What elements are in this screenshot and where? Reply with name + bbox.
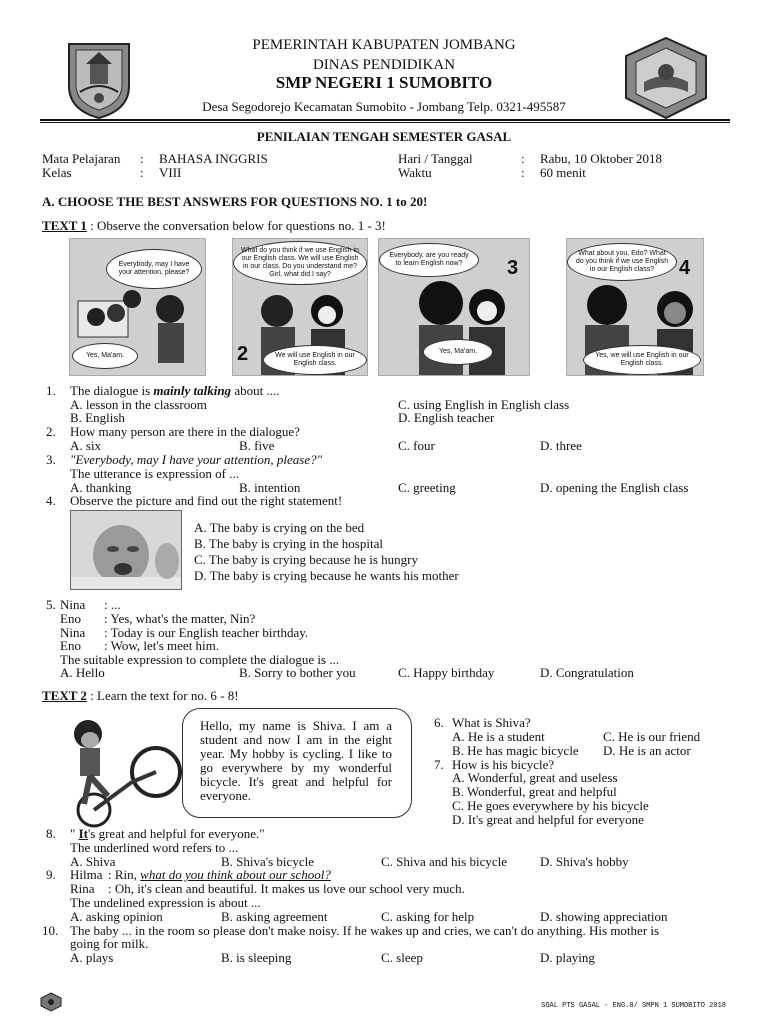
speech-bubble-1: Everybody, may I have your attention, please?	[106, 249, 202, 289]
crying-baby-photo	[70, 510, 182, 590]
speech-bubble-1-reply: Yes, Ma'am.	[72, 343, 138, 369]
q4-number: 4.	[46, 493, 56, 508]
q3-number: 3.	[46, 452, 56, 467]
speech-bubble-4-reply: Yes, we will use English in our English class.	[583, 345, 701, 375]
q9-underlined-expression: what do you think about our school?	[140, 867, 331, 882]
text2-label: TEXT 2	[42, 688, 87, 703]
q7-option-d: D. It's great and helpful for everyone	[452, 812, 644, 827]
q5-option-d: D. Congratulation	[540, 665, 634, 680]
speech-bubble-3-reply: Yes, Ma'am.	[423, 339, 493, 365]
q9-line-1-text: : Rin,	[108, 867, 141, 882]
text1-label: TEXT 1	[42, 218, 87, 233]
q3-quote: "Everybody, may I have your attention, please?"	[70, 452, 323, 467]
header-divider	[40, 119, 730, 121]
day-label: Hari / Tanggal	[398, 151, 473, 166]
panel-number-4: 4	[679, 257, 691, 279]
q6-option-a: A. He is a student	[452, 729, 545, 744]
q1-stem-post: about ....	[231, 383, 280, 398]
q8-stem: The underlined word refers to ...	[70, 840, 239, 855]
class-value: VIII	[159, 165, 182, 180]
q9-stem: The undelined expression is about ...	[70, 895, 261, 910]
text1-instruction	[42, 219, 386, 233]
q5-stem: The suitable expression to complete the dialogue is ...	[60, 652, 340, 667]
q2-option-a: A. six	[70, 438, 102, 453]
q7-option-b: B. Wonderful, great and helpful	[452, 784, 617, 799]
q5-number: 5.	[46, 597, 56, 612]
q1-emphasis: mainly talking	[153, 383, 232, 398]
q8-underlined-word: It	[78, 826, 88, 841]
q9-line-2: : Oh, it's clean and beautiful. It makes us love our school very much.	[108, 881, 465, 896]
q4-option-a: A. The baby is crying on the bed	[194, 520, 365, 535]
panel-number-3: 3	[507, 257, 519, 279]
speech-bubble-2: What do you think if we use English in our English class. We will use English in our class. Do you understand me? Girl, what did I say?	[233, 241, 367, 285]
q9-number: 9.	[46, 867, 56, 882]
q10-option-d: D. playing	[540, 950, 595, 965]
comic-panel-4	[566, 238, 704, 376]
footer-logo	[40, 992, 62, 1012]
q5-option-b: B. Sorry to bother you	[239, 665, 356, 680]
q5-line-3: : Today is our English teacher birthday.	[104, 625, 309, 640]
q9-option-a: A. asking opinion	[70, 909, 163, 924]
q5-speaker-1: Nina	[60, 597, 86, 612]
q1-number: 1.	[46, 383, 56, 398]
school-name: SMP NEGERI 1 SUMOBITO	[275, 73, 493, 92]
time-label: Waktu	[398, 165, 432, 180]
q5-line-4: : Wow, let's meet him.	[104, 638, 220, 653]
q7-number: 7.	[434, 757, 444, 772]
q6-option-b: B. He has magic bicycle	[452, 743, 579, 758]
q1-stem-pre: The dialogue is	[70, 383, 154, 398]
q3-stem: The utterance is expression of ...	[70, 466, 239, 481]
q2-option-b: B. five	[239, 438, 275, 453]
q8-option-b: B. Shiva's bicycle	[221, 854, 314, 869]
text1-instruction-text: : Observe the conversation below for questions no. 1 - 3!	[86, 218, 386, 233]
exam-title: PENILAIAN TENGAH SEMESTER GASAL	[256, 129, 512, 144]
footer-text: SOAL PTS GASAL - ENG.8/ SMPN 1 SUMOBITO 2018	[541, 1002, 726, 1010]
q8-quote-open: "	[70, 826, 79, 841]
q6-stem: What is Shiva?	[452, 715, 531, 730]
speech-bubble-2-reply: We will use English in our English class.	[263, 345, 367, 375]
comic-panel-3	[378, 238, 530, 376]
colon: :	[521, 151, 525, 166]
q4-option-d: D. The baby is crying because he wants his mother	[194, 568, 459, 583]
q10-number: 10.	[42, 923, 59, 938]
q9-option-b: B. asking agreement	[221, 909, 328, 924]
q5-option-c: C. Happy birthday	[398, 665, 495, 680]
q4-option-b: B. The baby is crying in the hospital	[194, 536, 383, 551]
q9-speaker-2: Rina	[70, 881, 95, 896]
q1-option-c: C. using English in English class	[398, 397, 570, 412]
q8-option-d: D. Shiva's hobby	[540, 854, 629, 869]
government-line: PEMERINTAH KABUPATEN JOMBANG	[252, 37, 516, 53]
q2-option-c: C. four	[398, 438, 435, 453]
department-line: DINAS PENDIDIKAN	[312, 57, 456, 73]
q5-speaker-4: Eno	[60, 638, 81, 653]
q9-option-d: D. showing appreciation	[540, 909, 668, 924]
q10-option-c: C. sleep	[381, 950, 423, 965]
speech-bubble-3: Everybody, are you ready to learn English now?	[379, 243, 479, 277]
colon: :	[140, 151, 144, 166]
q8-number: 8.	[46, 826, 56, 841]
panel-number-2: 2	[237, 343, 249, 365]
q5-speaker-2: Eno	[60, 611, 81, 626]
q6-option-c: C. He is our friend	[603, 729, 701, 744]
colon: :	[140, 165, 144, 180]
speech-bubble-4: What about you, Edo? What do you think if we use English in our English class?	[567, 243, 677, 281]
q5-option-a: A. Hello	[60, 665, 105, 680]
section-a-heading: A. CHOOSE THE BEST ANSWERS FOR QUESTIONS NO. 1 to 20!	[42, 194, 428, 209]
text2-passage: Hello, my name is Shiva. I am a student and now I am in the eight year. My hobby is cycling. I like to go everywhere by my wonderful bicycle. It's great and helpful for everyone.	[200, 718, 392, 803]
text2-instruction	[42, 689, 239, 703]
q1-stem	[70, 384, 279, 398]
q6-option-d: D. He is an actor	[603, 743, 691, 758]
text2-instruction-text: : Learn the text for no. 6 - 8!	[86, 688, 239, 703]
q7-option-a: A. Wonderful, great and useless	[452, 770, 618, 785]
q5-speaker-3: Nina	[60, 625, 86, 640]
q9-line-1	[108, 868, 331, 882]
q3-option-a: A. thanking	[70, 480, 132, 495]
colon: :	[521, 165, 525, 180]
comic-panel-2	[232, 238, 368, 376]
q3-option-d: D. opening the English class	[540, 480, 689, 495]
time-value: 60 menit	[540, 165, 586, 180]
q5-line-2: : Yes, what's the matter, Nin?	[104, 611, 256, 626]
school-address: Desa Segodorejo Kecamatan Sumobito - Jombang Telp. 0321-495587	[202, 99, 566, 114]
shiva-bicycle-illustration	[62, 712, 184, 830]
q9-speaker-1: Hilma	[70, 867, 103, 882]
q2-number: 2.	[46, 424, 56, 439]
subject-value: BAHASA INGGRIS	[159, 151, 268, 166]
q10-option-a: A. plays	[70, 950, 114, 965]
q10-stem-line-1: The baby ... in the room so please don't make noisy. If he wakes up and cries, we can't do anything. His mother is	[70, 923, 660, 938]
q2-stem: How many person are there in the dialogue?	[70, 424, 300, 439]
q8-quote-rest: 's great and helpful for everyone."	[87, 826, 265, 841]
day-value: Rabu, 10 Oktober 2018	[540, 151, 663, 166]
q7-stem: How is his bicycle?	[452, 757, 555, 772]
header-divider-thin	[40, 122, 730, 123]
class-label: Kelas	[42, 165, 72, 180]
q4-stem: Observe the picture and find out the right statement!	[70, 493, 343, 508]
q3-option-c: C. greeting	[398, 480, 456, 495]
q3-option-b: B. intention	[239, 480, 301, 495]
q4-option-c: C. The baby is crying because he is hungry	[194, 552, 418, 567]
q1-option-d: D. English teacher	[398, 410, 495, 425]
subject-label: Mata Pelajaran	[42, 151, 121, 166]
q7-option-c: C. He goes everywhere by his bicycle	[452, 798, 649, 813]
q1-option-b: B. English	[70, 410, 125, 425]
q10-option-b: B. is sleeping	[221, 950, 292, 965]
q1-option-a: A. lesson in the classroom	[70, 397, 207, 412]
comic-panel-1	[69, 238, 206, 376]
q8-quote	[70, 827, 265, 841]
q5-line-1: : ...	[104, 597, 121, 612]
q8-option-c: C. Shiva and his bicycle	[381, 854, 508, 869]
q9-option-c: C. asking for help	[381, 909, 475, 924]
q10-stem-line-2: going for milk.	[70, 936, 149, 951]
q2-option-d: D. three	[540, 438, 582, 453]
q6-number: 6.	[434, 715, 444, 730]
q8-option-a: A. Shiva	[70, 854, 116, 869]
